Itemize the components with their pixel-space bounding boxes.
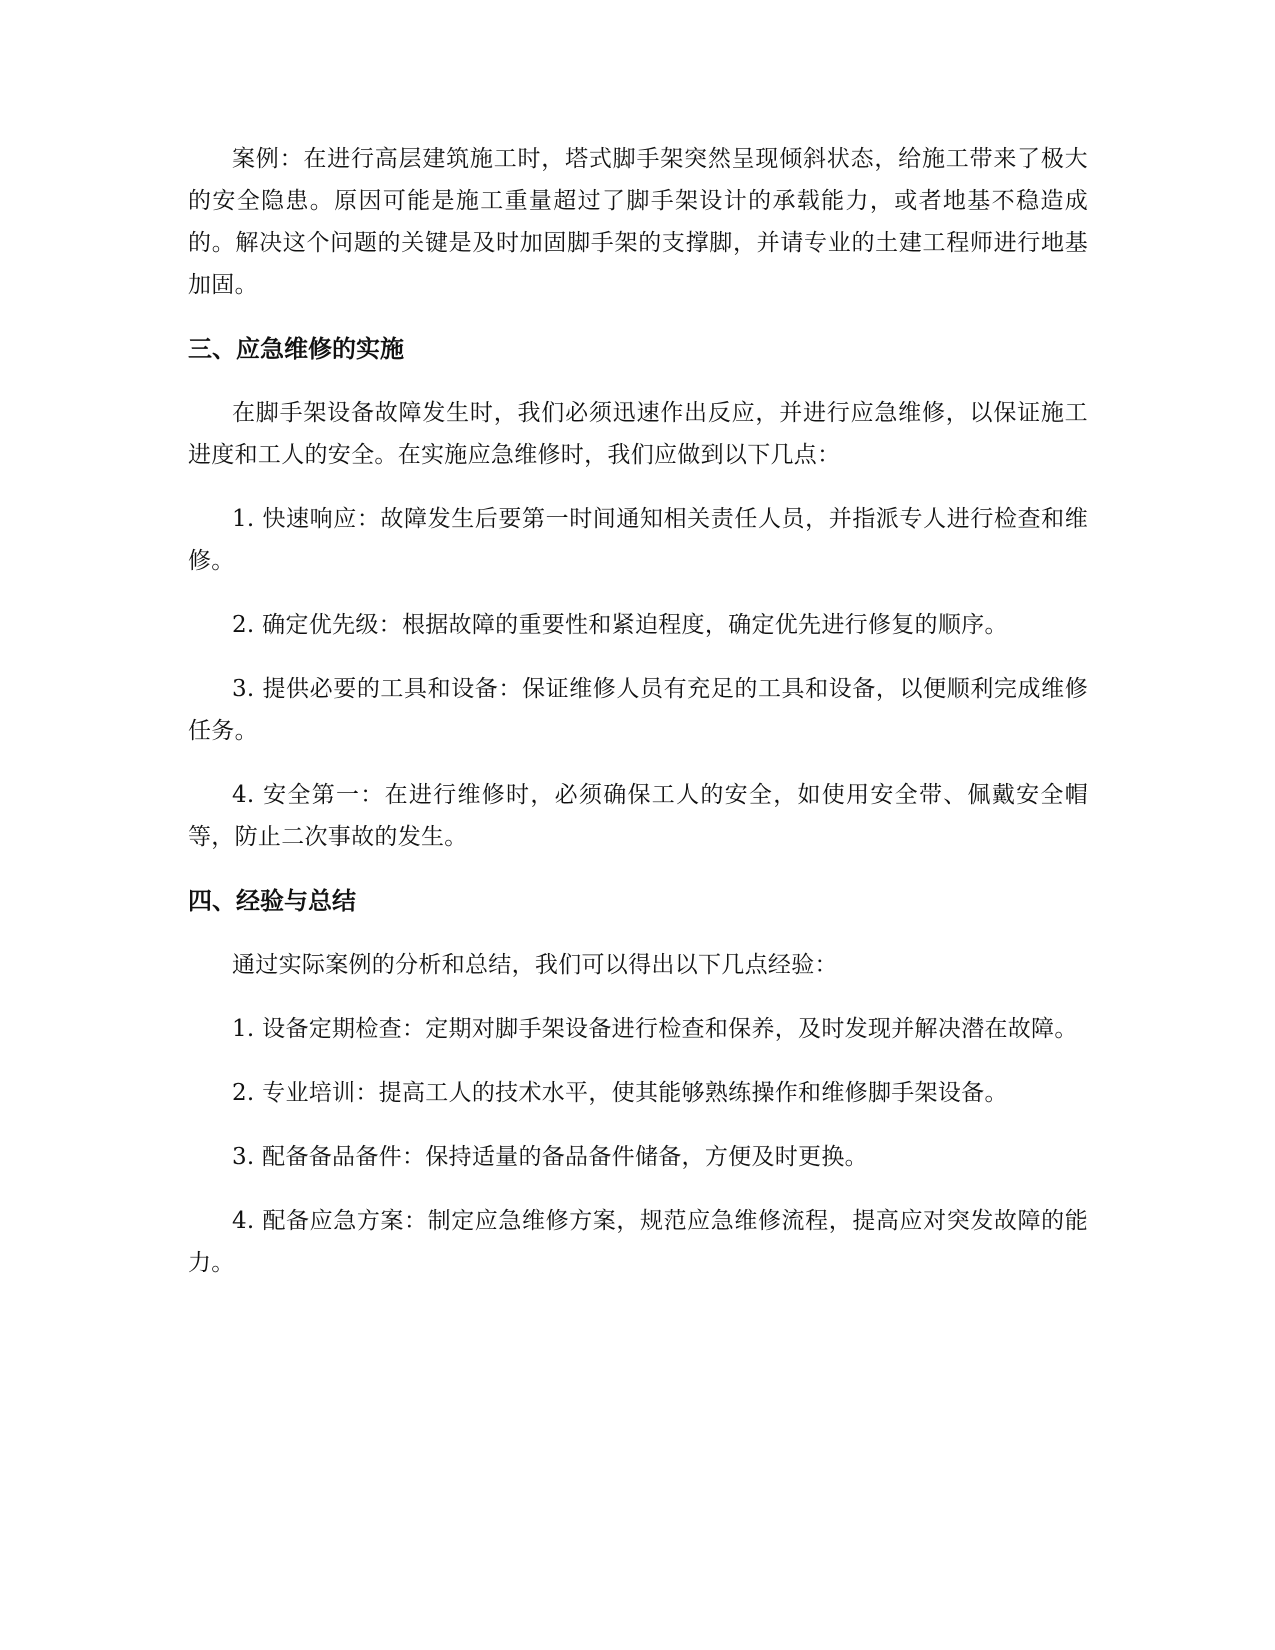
section-intro: 在脚手架设备故障发生时，我们必须迅速作出反应，并进行应急维修，以保证施工进度和工人的安全。在实施应急维修时，我们应做到以下几点： (188, 400, 1088, 468)
list-item: 3. 提供必要的工具和设备：保证维修人员有充足的工具和设备，以便顺利完成维修任务。 (188, 676, 1088, 744)
list-item: 2. 确定优先级：根据故障的重要性和紧迫程度，确定优先进行修复的顺序。 (232, 612, 1008, 638)
list-item: 2. 专业培训：提高工人的技术水平，使其能够熟练操作和维修脚手架设备。 (232, 1080, 1008, 1106)
list-item: 4. 配备应急方案：制定应急维修方案，规范应急维修流程，提高应对突发故障的能力。 (188, 1208, 1088, 1276)
case-paragraph: 案例：在进行高层建筑施工时，塔式脚手架突然呈现倾斜状态，给施工带来了极大的安全隐患。原因可能是施工重量超过了脚手架设计的承载能力，或者地基不稳造成的。解决这个问题的关键是及时加固脚手架的支撑脚，并请专业的土建工程师进行地基加固。 (188, 146, 1088, 298)
list-item: 1. 设备定期检查：定期对脚手架设备进行检查和保养，及时发现并解决潜在故障。 (232, 1016, 1078, 1042)
list-item: 3. 配备备品备件：保持适量的备品备件储备，方便及时更换。 (232, 1144, 868, 1170)
section-heading: 四、经验与总结 (188, 887, 356, 915)
document-page (188, 138, 1088, 1306)
list-item: 4. 安全第一：在进行维修时，必须确保工人的安全，如使用安全带、佩戴安全帽等，防止二次事故的发生。 (188, 782, 1088, 850)
list-item: 1. 快速响应：故障发生后要第一时间通知相关责任人员，并指派专人进行检查和维修。 (188, 506, 1088, 574)
section-emergency-repair (188, 328, 1088, 858)
section-heading: 三、应急维修的实施 (188, 335, 404, 363)
section-intro: 通过实际案例的分析和总结，我们可以得出以下几点经验： (232, 952, 838, 978)
section-experience-summary (188, 880, 1088, 1284)
